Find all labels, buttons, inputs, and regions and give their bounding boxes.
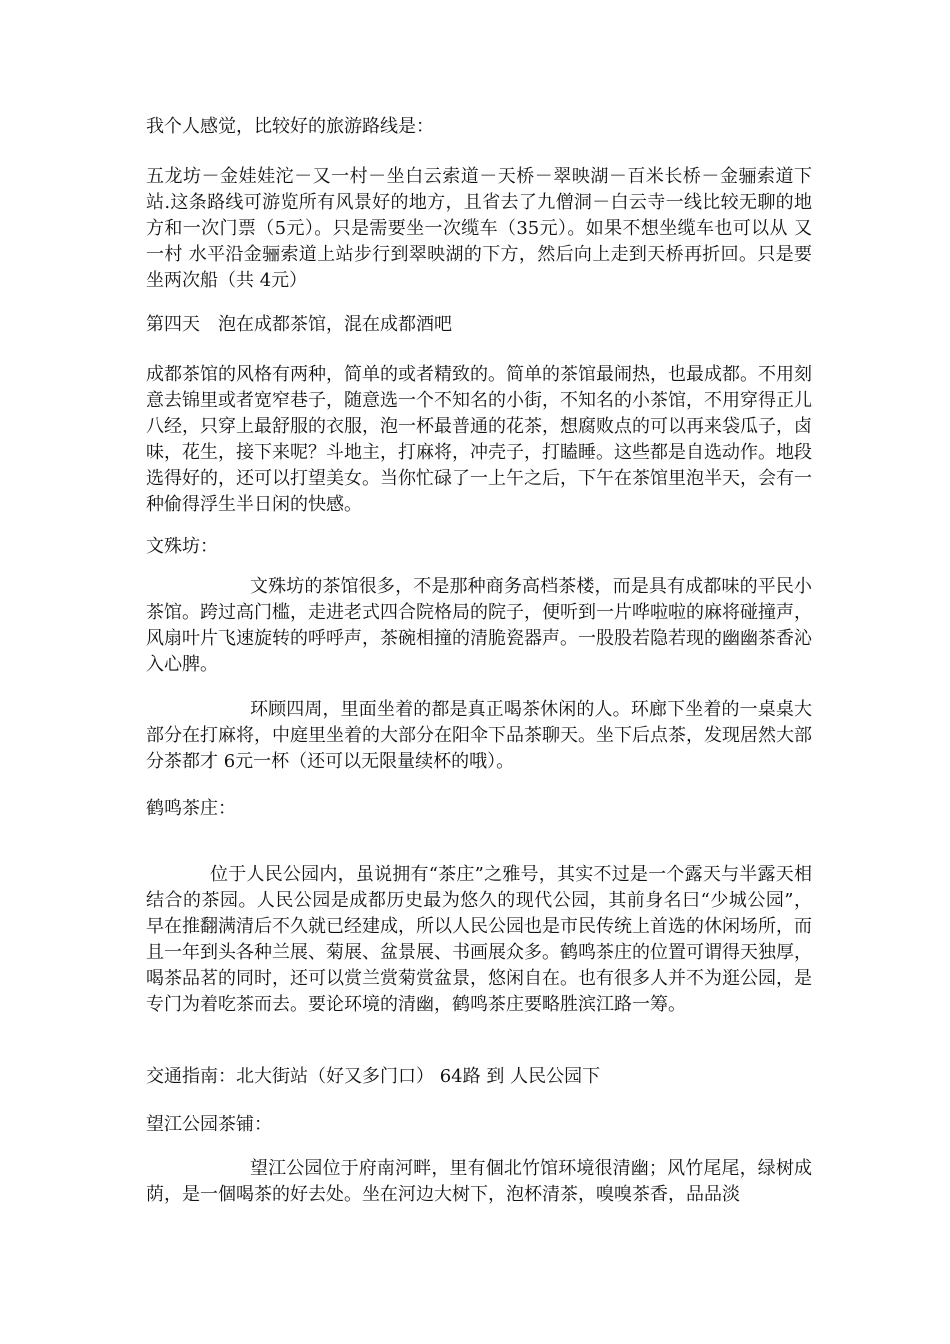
wenshufang-paragraph-1: 文殊坊的茶馆很多，不是那种商务高档茶楼，而是具有成都味的平民小茶馆。跨过高门槛，走进老式四合院格局的院子，便听到一片哗啦啦的麻将碰撞声，风扇叶片飞速旋转的呼呼声，茶碗相撞的清脆瓷器声。一股股若隐若现的幽幽茶香沁入心脾。 [146, 576, 812, 675]
wenshufang-heading: 文殊坊： [146, 536, 218, 557]
heming-transport-guide: 交通指南：北大街站（好又多门口） 64路 到 人民公园下 [146, 1066, 601, 1087]
heming-heading: 鹤鸣茶庄： [146, 798, 236, 819]
wangjiang-paragraph: 望江公园位于府南河畔，里有個北竹馆环境很清幽；风竹尾尾，绿树成荫，是一個喝茶的好去处。坐在河边大树下，泡杯清茶，嗅嗅茶香，品品淡 [146, 1158, 812, 1205]
heming-paragraph: 位于人民公园内，虽说拥有“茶庄”之雅号，其实不过是一个露天与半露天相结合的茶园。人民公园是成都历史最为悠久的现代公园，其前身名曰“少城公园”，早在推翻满清后不久就已经建成，所以人民公园也是市民传统上首选的休闲场所，而且一年到头各种兰展、菊展、盆景展、书画展众多。鹤鸣茶庄的位置可谓得天独厚，喝茶品茗的同时，还可以赏兰赏菊赏盆景，悠闲自在。也有很多人并不为逛公园，是专门为着吃茶而去。要论环境的清幽，鹤鸣茶庄要略胜滨江路一筹。 [146, 864, 812, 1015]
wenshufang-paragraph-2: 环顾四周，里面坐着的都是真正喝茶休闲的人。环廊下坐着的一桌桌大部分在打麻将，中庭里坐着的大部分在阳伞下品茶聊天。坐下后点茶，发现居然大部分茶都才 6元一杯（还可以无限量续杯的哦）。 [146, 699, 812, 772]
day4-heading: 第四天 泡在成都茶馆，混在成都酒吧 [146, 314, 452, 335]
teahouse-intro-paragraph: 成都茶馆的风格有两种，简单的或者精致的。简单的茶馆最闹热，也最成都。不用刻意去锦里或者宽窄巷子，随意选一个不知名的小街，不知名的小茶馆，不用穿得正儿八经，只穿上最舒服的衣服，泡一杯最普通的花茶，想腐败点的可以再来袋瓜子，卤味，花生，接下来呢？斗地主，打麻将，冲壳子，打瞌睡。这些都是自选动作。地段选得好的，还可以打望美女。当你忙碌了一上午之后，下午在茶馆里泡半天，会有一种偷得浮生半日闲的快感。 [146, 364, 812, 515]
wangjiang-heading: 望江公园茶铺： [146, 1114, 272, 1135]
route-detail-paragraph: 五龙坊－金娃娃沱－又一村－坐白云索道－天桥－翠映湖－百米长桥－金骊索道下站.这条路线可游览所有风景好的地方，且省去了九僧洞－白云寺一线比较无聊的地方和一次门票（5元）。只是需要坐一次缆车（35元）。如果不想坐缆车也可以从 又一村 水平沿金骊索道上站步行到翠映湖的下方，然后向上走到天桥再折回。只是要坐两次船（共 4元） [146, 166, 812, 291]
route-intro: 我个人感觉，比较好的旅游路线是： [146, 116, 434, 137]
